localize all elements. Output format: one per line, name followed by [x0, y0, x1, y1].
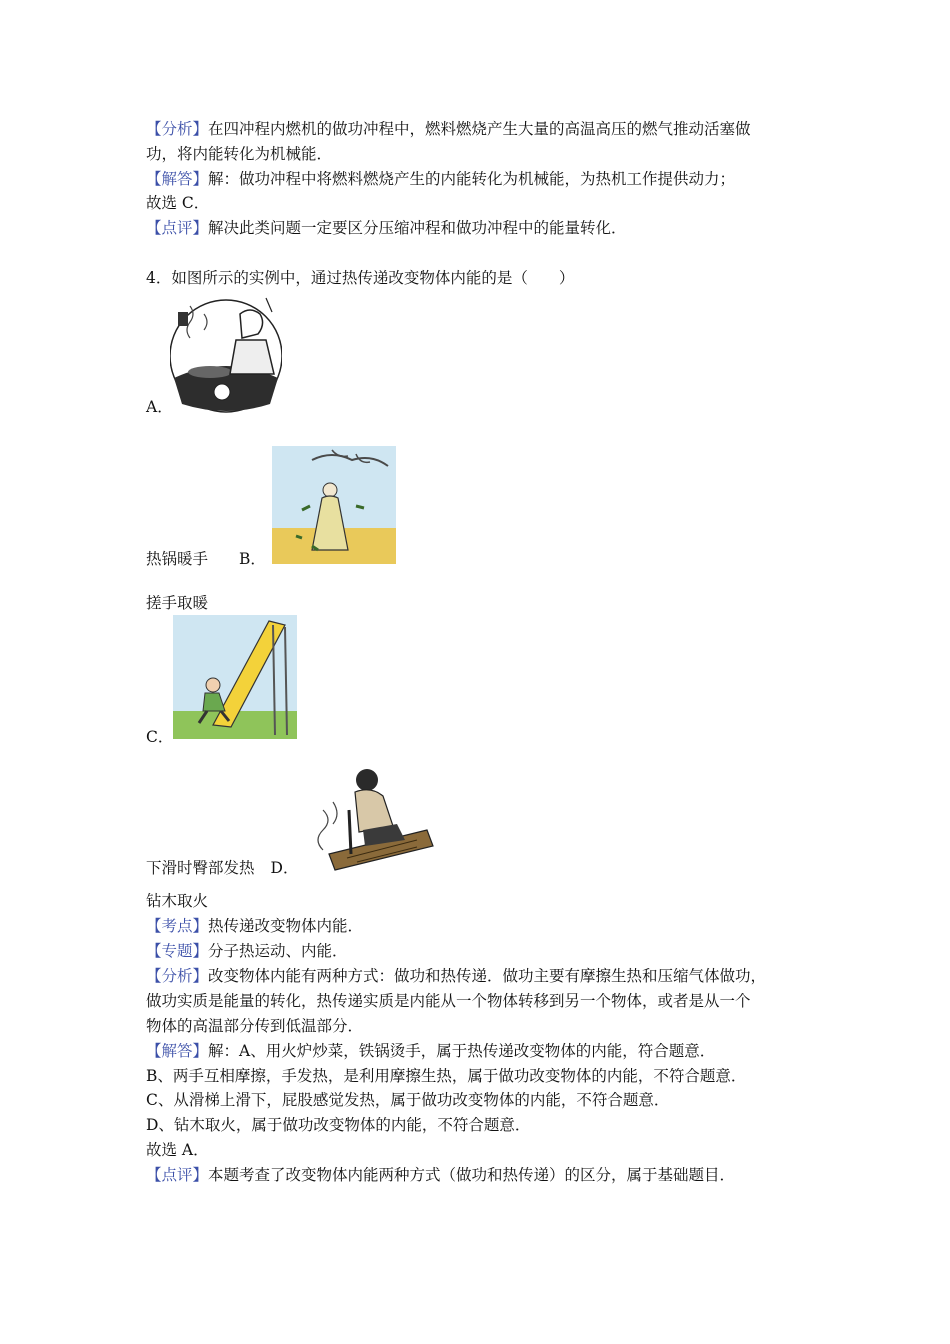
prev-comment-line: 【点评】解决此类问题一定要区分压缩冲程和做功冲程中的能量转化．: [146, 219, 627, 237]
answer-tag: 【解答】: [146, 170, 209, 188]
image-drilling-wood: [307, 762, 435, 872]
kaodian-tag: 【考点】: [146, 917, 209, 935]
kaodian-line: 【考点】热传递改变物体内能．: [146, 917, 364, 935]
answer-line-3: C、从滑梯上滑下，屁股感觉发热，属于做功改变物体的内能，不符合题意．: [146, 1091, 670, 1109]
option-d-caption: 钻木取火: [146, 892, 209, 910]
option-d-letter: D．: [270, 859, 299, 877]
comment-tag: 【点评】: [146, 1166, 209, 1184]
answer-line-2: B、两手互相摩擦，手发热，是利用摩擦生热，属于做功改变物体的内能，不符合题意．: [146, 1067, 747, 1085]
option-a-caption: 热锅暖手: [146, 550, 209, 568]
analysis-tag: 【分析】: [146, 967, 209, 985]
question-stem: 4．如图所示的实例中，通过热传递改变物体内能的是（ ）: [146, 269, 575, 287]
option-c-letter: C．: [146, 728, 174, 746]
analysis-tag: 【分析】: [146, 120, 209, 138]
prev-analysis-line-2: 功，将内能转化为机械能．: [146, 145, 333, 163]
option-b-letter: B．: [239, 550, 266, 568]
option-c-caption-and-d-letter: [146, 857, 298, 879]
answer-line-4: D、钻木取火，属于做功改变物体的内能，不符合题意．: [146, 1116, 531, 1134]
analysis-line-2: 做功实质是能量的转化，热传递实质是内能从一个物体转移到另一个物体，或者是从一个: [146, 992, 751, 1010]
analysis-line-3: 物体的高温部分传到低温部分．: [146, 1017, 364, 1035]
image-slide: [173, 615, 297, 739]
analysis-line-1: 【分析】改变物体内能有两种方式：做功和热传递．做功主要有摩擦生热和压缩气体做功，: [146, 967, 767, 985]
zhuanti-tag: 【专题】: [146, 942, 209, 960]
image-rubbing-hands: [272, 446, 396, 564]
prev-answer-line-2: 故选 C．: [146, 194, 210, 212]
zhuanti-line: 【专题】分子热运动、内能．: [146, 942, 348, 960]
prev-analysis-line-1: 【分析】在四冲程内燃机的做功冲程中，燃料燃烧产生大量的高温高压的燃气推动活塞做: [146, 120, 751, 138]
option-a-letter: A．: [146, 398, 173, 416]
option-c-caption: 下滑时臀部发热: [146, 859, 255, 877]
option-a-caption-and-b-letter: [146, 548, 266, 570]
answer-tag: 【解答】: [146, 1042, 209, 1060]
comment-line: 【点评】本题考查了改变物体内能两种方式（做功和热传递）的区分，属于基础题目．: [146, 1166, 736, 1184]
image-cooking-hot-pot: [170, 294, 282, 416]
answer-line-1: 【解答】解：A、用火炉炒菜，铁锅烫手，属于热传递改变物体的内能，符合题意．: [146, 1042, 716, 1060]
answer-line-5: 故选 A．: [146, 1141, 209, 1159]
prev-answer-line-1: 【解答】解：做功冲程中将燃料燃烧产生的内能转化为机械能，为热机工作提供动力；: [146, 170, 736, 188]
option-b-caption: 搓手取暖: [146, 594, 209, 612]
comment-tag: 【点评】: [146, 219, 209, 237]
